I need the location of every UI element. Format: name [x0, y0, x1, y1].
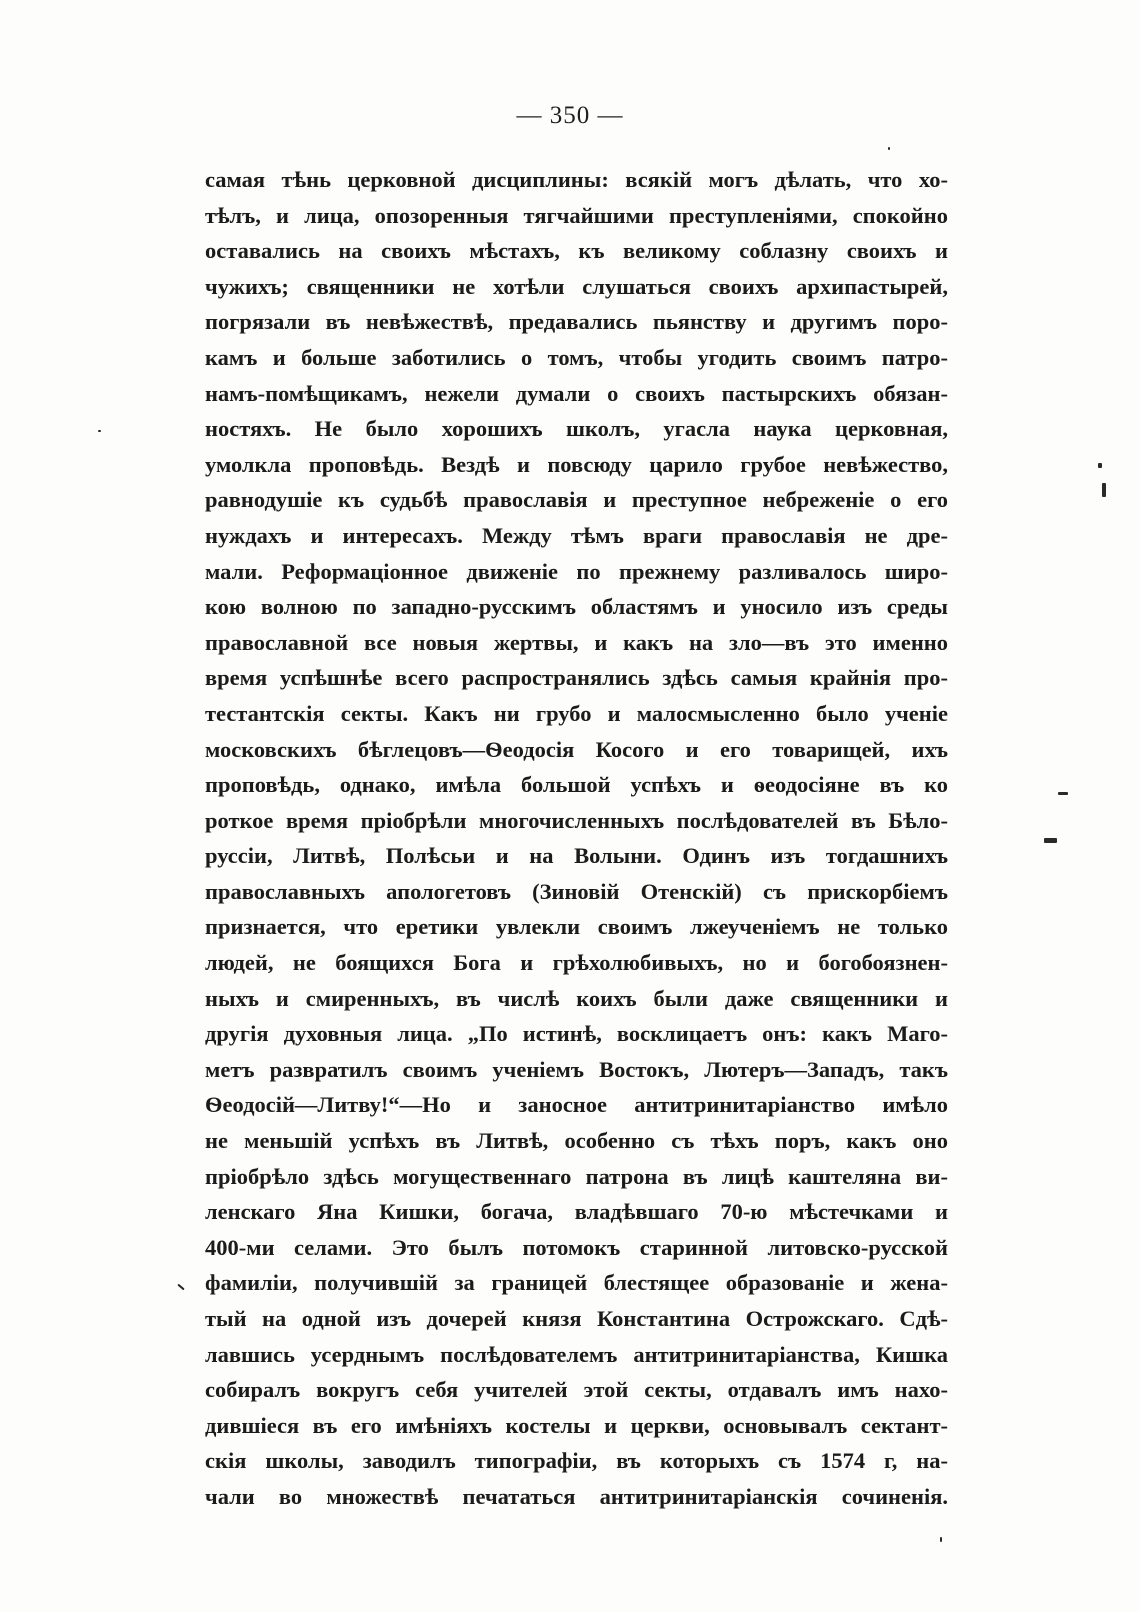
text-line: православныхъ апологетовъ (Зиновій Отенскій) съ прискорбіемъ: [205, 878, 948, 904]
scan-speck: [98, 430, 101, 432]
text-line: руссіи, Литвѣ, Полѣсьи и на Волыни. Одинъ изъ тогдашнихъ: [205, 843, 948, 869]
text-line: тестантскія секты. Какъ ни грубо и малосмысленно было ученіе: [205, 700, 948, 726]
text-line: пріобрѣло здѣсь могущественнаго патрона въ лицѣ каштеляна ви-: [205, 1163, 948, 1189]
scan-speck: [888, 147, 890, 150]
scan-speck: [1098, 463, 1102, 468]
text-line: чужихъ; священники не хотѣли слушаться своихъ архипастырей,: [205, 273, 948, 299]
text-line: тѣлъ, и лица, опозоренныя тягчайшими преступленіями, спокойно: [205, 202, 948, 228]
text-line: московскихъ бѣглецовъ—Ѳеодосія Косого и его товарищей, ихъ: [205, 736, 948, 762]
text-line: метъ развратилъ своимъ ученіемъ Востокъ, Лютеръ—Западъ, такъ: [205, 1056, 948, 1082]
text-line: погрязали въ невѣжествѣ, предавались пьянству и другимъ поро-: [205, 309, 948, 335]
scan-speck: [1058, 792, 1068, 795]
text-line: Ѳеодосій—Литву!“—Но и заносное антитринитаріанство имѣло: [205, 1092, 948, 1118]
text-line: мали. Реформаціонное движеніе по прежнему разливалось широ-: [205, 558, 948, 584]
text-line: собиралъ вокругъ себя учителей этой секты, отдавалъ имъ нахо-: [205, 1377, 948, 1403]
page-number: — 350 —: [516, 102, 624, 129]
text-line: проповѣдь, однако, имѣла большой успѣхъ и ѳеодосіяне въ ко: [205, 772, 948, 798]
text-line: скія школы, заводилъ типографіи, въ которыхъ съ 1574 г, на-: [205, 1448, 948, 1474]
text-line: равнодушіе къ судьбѣ православія и преступное небреженіе о его: [205, 487, 948, 513]
text-line: оставались на своихъ мѣстахъ, къ великому соблазну своихъ и: [205, 238, 948, 264]
body-text: [205, 162, 948, 1515]
text-line: 400-ми селами. Это былъ потомокъ старинной литовско-русской: [205, 1234, 948, 1260]
text-line: не меньшій успѣхъ въ Литвѣ, особенно съ тѣхъ поръ, какъ оно: [205, 1128, 948, 1154]
text-line: фамиліи, получившій за границей блестящее образованіе и жена-: [205, 1270, 948, 1296]
scan-speck: [177, 1284, 184, 1291]
text-line: нуждахъ и интересахъ. Между тѣмъ враги православія не дре-: [205, 522, 948, 548]
scan-speck: [1044, 838, 1057, 843]
text-line: ностяхъ. Не было хорошихъ школъ, угасла наука церковная,: [205, 416, 948, 442]
scan-speck: [940, 1537, 942, 1542]
text-line: дившіеся въ его имѣніяхъ костелы и церкви, основывалъ сектант-: [205, 1412, 948, 1438]
text-line: другія духовныя лица. „По истинѣ, восклицаетъ онъ: какъ Маго-: [205, 1021, 948, 1047]
scan-speck: [1102, 483, 1106, 497]
text-line: людей, не боящихся Бога и грѣхолюбивыхъ, но и богобоязнен-: [205, 950, 948, 976]
text-line: признается, что еретики увлекли своимъ лжеученіемъ не только: [205, 914, 948, 940]
text-line: роткое время пріобрѣли многочисленныхъ послѣдователей въ Бѣло-: [205, 807, 948, 833]
text-line: самая тѣнь церковной дисциплины: всякій могъ дѣлать, что хо-: [205, 167, 948, 192]
text-line: умолкла проповѣдь. Вездѣ и повсюду царило грубое невѣжество,: [205, 451, 948, 477]
text-line: чали во множествѣ печататься антитринитаріанскія сочиненія.: [205, 1483, 948, 1509]
text-line: ныхъ и смиренныхъ, въ числѣ коихъ были даже священники и: [205, 985, 948, 1011]
text-line: кою волною по западно-русскимъ областямъ и уносило изъ среды: [205, 594, 948, 620]
text-line: время успѣшнѣе всего распространялись здѣсь самыя крайнія про-: [205, 665, 948, 691]
text-line: православной все новыя жертвы, и какъ на зло—въ это именно: [205, 629, 948, 655]
text-line: лавшись усерднымъ послѣдователемъ антитринитаріанства, Кишка: [205, 1341, 948, 1367]
text-line: тый на одной изъ дочерей князя Константина Острожскаго. Сдѣ-: [205, 1306, 948, 1331]
text-line: ленскаго Яна Кишки, богача, владѣвшаго 70-ю мѣстечками и: [205, 1199, 948, 1225]
text-line: намъ-помѣщикамъ, нежели думали о своихъ пастырскихъ обязан-: [205, 380, 948, 406]
text-line: камъ и больше заботились о томъ, чтобы угодить своимъ патро-: [205, 344, 948, 370]
